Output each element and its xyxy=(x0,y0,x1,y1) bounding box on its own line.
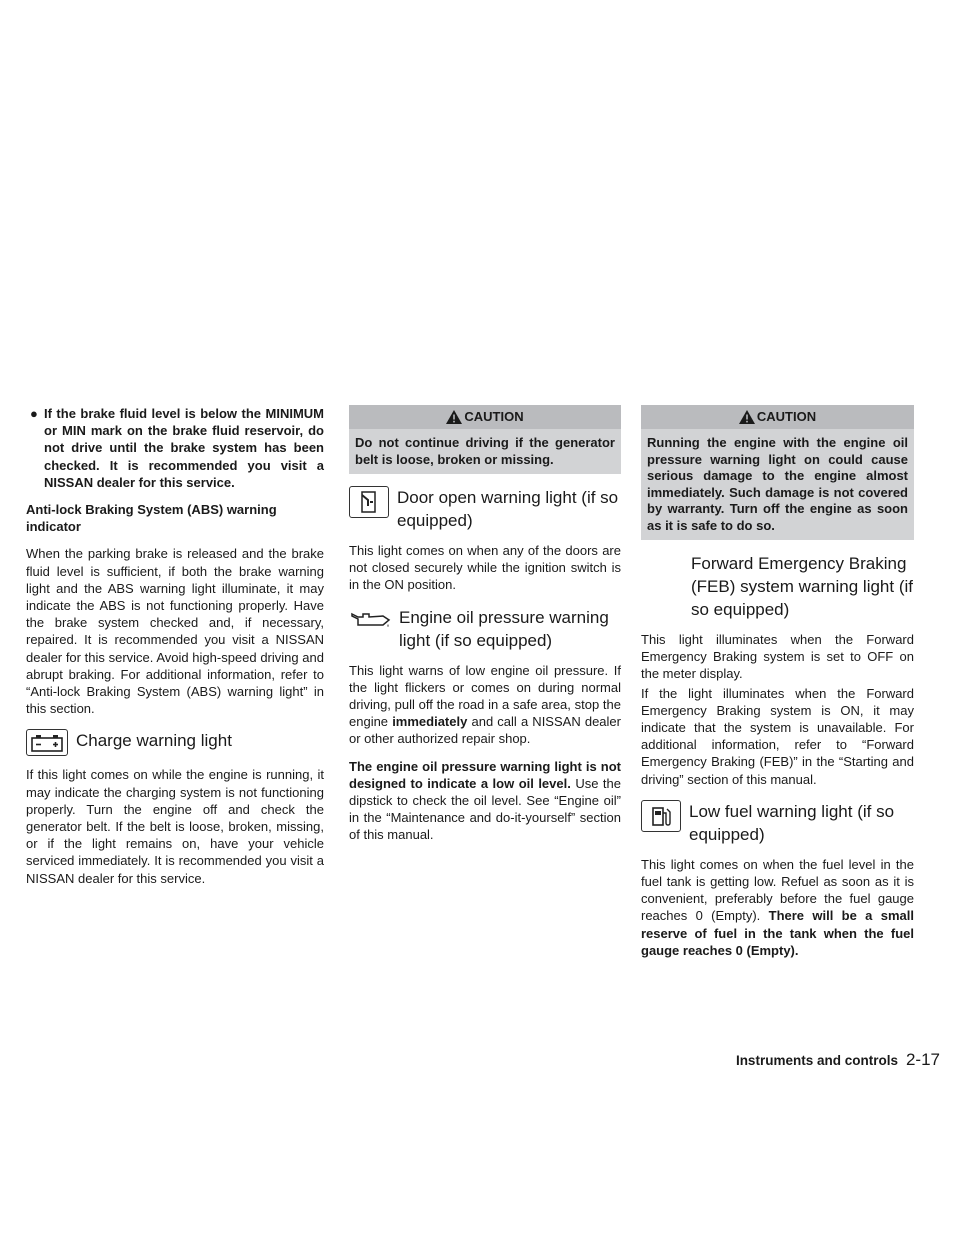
column-right xyxy=(641,405,914,969)
battery-icon xyxy=(26,729,68,756)
oil-text-end: and call a NISSAN dealer or other authorized repair shop. xyxy=(349,714,621,747)
bullet-text: If the brake fluid level is below the MINIMUM or MIN mark on the brake fluid reservoir, do not drive until the brake system has been checked. It is recommended you visit a NISSAN dealer for this service. xyxy=(44,406,324,490)
oil-note-text: Use the dipstick to check the oil level. See “Engine oil” in the “Maintenance and do-it-yourself” section of this manual. xyxy=(349,775,621,843)
caution-text: Do not continue driving if the generator belt is loose, broken or missing. xyxy=(355,435,615,467)
oil-can-icon xyxy=(349,606,391,633)
door-section-header xyxy=(349,486,621,532)
bullet-dot: ● xyxy=(30,406,38,421)
caution-box-generator xyxy=(349,405,621,474)
oil-note-emphasis: The engine oil pressure warning light is not designed to indicate a low oil level. xyxy=(349,758,621,791)
oil-text-emphasis: immediately xyxy=(392,714,468,730)
caution-label: CAUTION xyxy=(756,409,817,425)
fuel-paragraph xyxy=(641,856,914,959)
footer-section-title: Instruments and controls xyxy=(735,1053,898,1068)
oil-section-header xyxy=(349,606,621,652)
oil-note-paragraph xyxy=(349,758,621,844)
caution-header xyxy=(641,405,914,429)
charge-paragraph: If this light comes on while the engine is running, it may indicate the charging system is not functioning properly. Turn the engine off and check the generator belt. If the belt is loose, broken, missing, or if the light remains on, have your vehicle serviced immediately. It is recommended you visit a NISSAN dealer for this service. xyxy=(26,767,324,886)
caution-label: CAUTION xyxy=(464,409,524,425)
warning-triangle-icon xyxy=(446,410,462,424)
feb-section-header xyxy=(641,552,914,621)
caution-header xyxy=(349,405,621,429)
page-number: 2-17 xyxy=(905,1050,940,1069)
fuel-text-emphasis: There will be a small reserve of fuel in the tank when the fuel gauge reaches 0 (Empty). xyxy=(641,908,914,958)
oil-title: Engine oil pressure warning light (if so equipped) xyxy=(399,607,609,650)
door-title: Door open warning light (if so equipped) xyxy=(397,488,619,530)
oil-paragraph xyxy=(349,662,621,748)
caution-box-oil xyxy=(641,405,914,540)
page-footer xyxy=(700,1050,940,1070)
brake-fluid-bullet xyxy=(26,405,324,491)
feb-title: Forward Emergency Braking (FEB) system warning light (if so equipped) xyxy=(691,554,913,619)
fuel-pump-icon xyxy=(641,800,681,832)
column-middle xyxy=(349,405,621,854)
charge-title: Charge warning light xyxy=(76,731,232,751)
oil-text-start: This light warns of low engine oil pressure. If the light flickers or comes on during normal driving, pull off the road in a safe area, stop the engine xyxy=(349,662,621,730)
charge-section-header xyxy=(26,729,324,756)
feb-paragraph-1: This light illuminates when the Forward Emergency Braking system is set to OFF on the meter display. xyxy=(641,632,914,682)
fuel-title: Low fuel warning light (if so equipped) xyxy=(689,801,895,844)
door-open-icon xyxy=(349,486,389,518)
fuel-text: This light comes on when the fuel level in the fuel tank is getting low. Refuel as soon as it is convenient, preferably before the fuel gauge reaches 0 (Empty). xyxy=(641,856,914,924)
caution-text: Running the engine with the engine oil pressure warning light on could cause serious damage to the engine almost immediately. Such damage is not covered by warranty. Turn off the engine as soon as it is safe to do so. xyxy=(647,435,908,533)
column-left xyxy=(26,405,324,897)
fuel-section-header xyxy=(641,800,914,846)
feb-paragraph-2: If the light illuminates when the Forward Emergency Braking system is ON, it may indicate that the system is unavailable. For additional information, refer to “Forward Emergency Braking (FEB)” in the “Starting and driving” section of this manual. xyxy=(641,685,914,787)
door-paragraph: This light comes on when any of the doors are not closed securely while the ignition switch is in the ON position. xyxy=(349,543,621,593)
warning-triangle-icon xyxy=(739,410,755,424)
abs-paragraph: When the parking brake is released and the brake fluid level is sufficient, if both the brake warning light and the ABS warning light illuminate, it may indicate the ABS is not functioning properly. Have the brake system checked and, if necessary, repaired. It is recommended you visit a NISSAN dealer for this service. Avoid high-speed driving and abrupt braking. For additional information, refer to “Anti-lock Braking System (ABS) warning light” in this section. xyxy=(26,546,324,717)
feb-icon-placeholder xyxy=(641,552,683,579)
abs-heading: Anti-lock Braking System (ABS) warning indicator xyxy=(26,502,277,535)
